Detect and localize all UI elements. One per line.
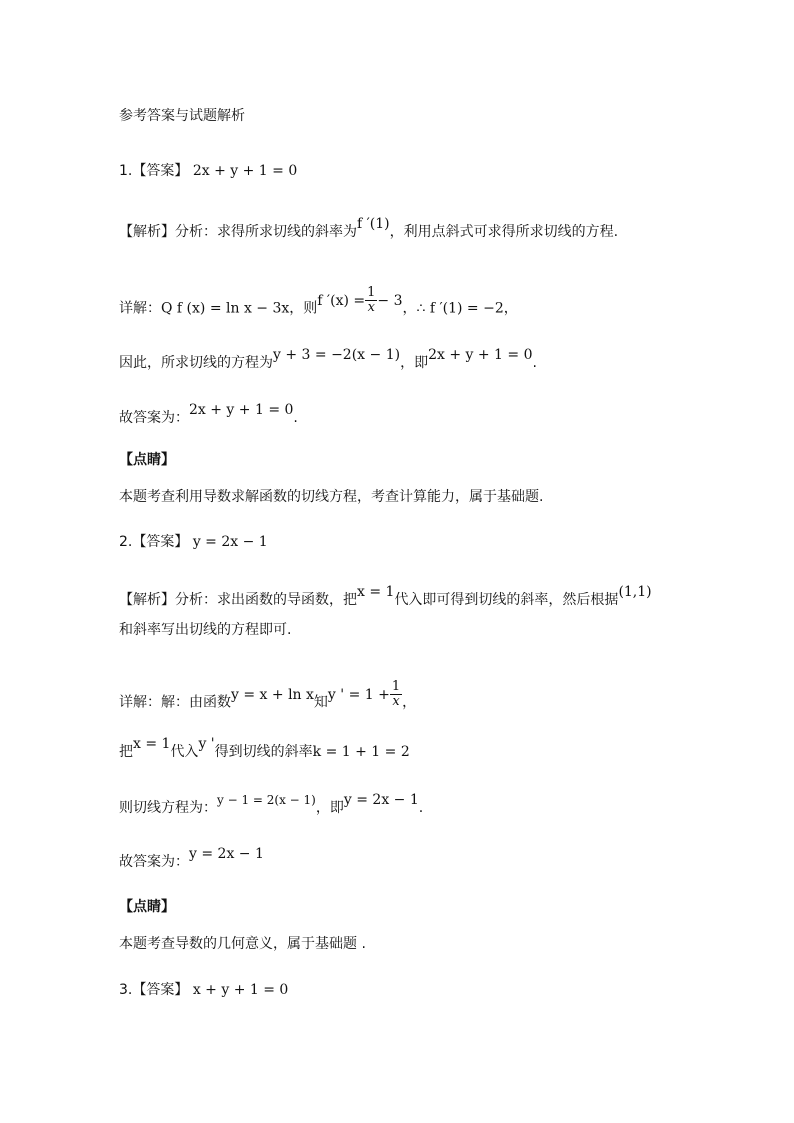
q2-tan-math-1: y − 1 = 2(x − 1) [217, 793, 316, 807]
q1-analysis-text-2: ，利用点斜式可求得所求切线的方程. [389, 224, 619, 240]
q1-answer-math: 2x + y + 1 = 0 [192, 163, 298, 179]
q1-detail-fraction [365, 286, 377, 315]
title-text: 参考答案与试题解析 [119, 108, 245, 124]
q2-detail-math-1: y = x + ln x [231, 686, 314, 703]
q2-detail-text-c: ， [402, 694, 417, 711]
q2-final-math: y = 2x − 1 [189, 846, 264, 862]
q2-analysis-line-2 [119, 620, 291, 640]
q2-detail-text: 详解：解：由函数 [119, 694, 231, 711]
q2-tan-text-c: . [418, 800, 424, 816]
q2-tan-text-a: 则切线方程为： [119, 800, 217, 816]
fraction-numerator: 1 [367, 285, 376, 300]
q3-answer-line [119, 980, 288, 1000]
q3-answer-math: x + y + 1 = 0 [192, 982, 289, 998]
q2-final-label: 故答案为： [119, 854, 189, 870]
q1-final-answer-line [119, 402, 298, 428]
q1-conclusion-math-2: 2x + y + 1 = 0 [428, 347, 533, 363]
q2-analysis-line [119, 584, 652, 610]
q2-detail-math-2: y ' = 1 + [327, 686, 390, 703]
fraction-denominator: x [392, 694, 400, 709]
q1-conclusion-text: 因此，所求切线的方程为 [119, 355, 273, 371]
q1-final-period: . [293, 410, 298, 426]
q2-detail-line [119, 679, 417, 717]
q1-analysis-line [119, 216, 619, 242]
q1-conclusion-text-b: ，即 [400, 355, 429, 371]
q2-sub-math-3: k = 1 + 1 = 2 [312, 744, 410, 760]
q2-tangent-line [119, 792, 424, 818]
q1-detail-math-2b: − 3 [377, 292, 403, 309]
q1-answer-line [119, 161, 297, 181]
q2-sub-text-b: 代入 [170, 744, 199, 760]
q1-detail-text-d: ， [503, 300, 518, 317]
q2-substitute-line [119, 736, 410, 762]
q1-conclusion-line [119, 347, 537, 373]
q2-sub-math-1: x = 1 [133, 736, 171, 752]
q2-tan-text-b: ，即 [315, 800, 344, 816]
q1-point-body: 本题考查利用导数求解函数的切线方程，考查计算能力，属于基础题. [119, 489, 544, 505]
q2-sub-text-c: 得到切线的斜率 [214, 744, 313, 760]
q2-point-label-text: 【点睛】 [119, 899, 175, 915]
q1-detail-line [119, 285, 518, 323]
q1-final-label: 故答案为： [119, 410, 189, 426]
q2-answer-math: y = 2x − 1 [192, 534, 268, 550]
q2-tan-math-2: y = 2x − 1 [343, 792, 419, 808]
q1-conclusion-text-c: . [532, 355, 537, 371]
q1-detail-math-1: Q f (x) = ln x − 3x [161, 300, 290, 317]
q2-analysis-math-2: (1,1) [618, 584, 652, 600]
fraction-numerator: 1 [391, 679, 401, 694]
q2-sub-text-a: 把 [119, 744, 133, 760]
q1-final-math: 2x + y + 1 = 0 [189, 402, 294, 418]
q2-label: 2.【答案】 [119, 534, 189, 550]
page-title [119, 106, 245, 126]
q2-point-body: 本题考查导数的几何意义，属于基础题 . [119, 936, 366, 952]
q2-analysis-text: 【解析】分析：求出函数的导函数，把 [119, 592, 357, 608]
q1-detail-text-c: ， [402, 300, 417, 317]
q2-analysis-text-b: 代入即可得到切线的斜率，然后根据 [394, 592, 619, 608]
q1-analysis-text: 【解析】分析：求得所求切线的斜率为 [119, 224, 357, 240]
q2-detail-text-b: 知 [313, 694, 328, 711]
q1-detail-label: 详解： [119, 300, 161, 317]
q1-analysis-math: f ′(1) [357, 216, 390, 232]
q1-detail-math-3: ∴ f ′(1) = −2 [416, 300, 504, 317]
q2-sub-math-2: y ' [198, 736, 215, 752]
q1-point-label [119, 450, 175, 470]
q2-point-label [119, 897, 175, 917]
q1-conclusion-math-1: y + 3 = −2(x − 1) [273, 347, 401, 363]
q2-answer-line [119, 532, 268, 552]
q1-point-text [119, 487, 543, 507]
q2-point-text [119, 934, 366, 954]
q2-detail-fraction [390, 680, 402, 709]
q3-label: 3.【答案】 [119, 982, 189, 998]
q2-analysis-math-1: x = 1 [357, 584, 395, 600]
q1-label: 1.【答案】 [119, 163, 189, 179]
q2-analysis-text-2: 和斜率写出切线的方程即可. [119, 622, 292, 638]
q1-detail-text-b: ，则 [289, 300, 318, 317]
fraction-denominator: x [367, 300, 375, 315]
q2-final-answer-line [119, 846, 264, 872]
q1-detail-math-2: f ′(x) = [317, 292, 366, 309]
q1-point-label-text: 【点睛】 [119, 452, 175, 468]
